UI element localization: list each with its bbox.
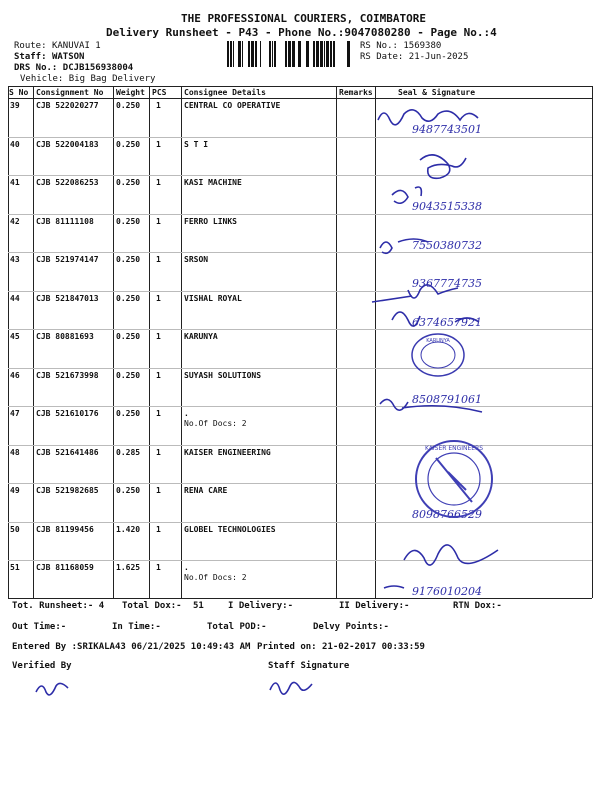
row-consignee: . (184, 409, 189, 418)
row-weight: 0.250 (116, 178, 141, 187)
row-consignee: KASI MACHINE (184, 178, 242, 187)
staff-label: Staff: (14, 52, 47, 62)
rs-no-label: RS No.: (360, 41, 398, 51)
row-weight: 0.250 (116, 139, 141, 149)
staff-value: WATSON (51, 52, 85, 62)
row-handwritten-phone: 8508791061 (412, 392, 482, 406)
signature-stroke (420, 155, 466, 178)
col-header-pcs: PCS (152, 88, 167, 97)
row-sno: 49 (10, 486, 20, 495)
row-pcs: 1 (156, 293, 161, 303)
row-consignment-no: CJB 521982685 (36, 486, 99, 495)
row-weight: 0.250 (116, 332, 141, 341)
row-note: No.Of Docs: 2 (184, 573, 247, 582)
row-consignee: FERRO LINKS (184, 216, 237, 226)
row-pcs: 1 (156, 447, 161, 457)
col-header-consignment: Consignment No (36, 88, 104, 97)
signature-stroke (392, 187, 421, 203)
row-sno: 47 (10, 409, 20, 418)
row-sno: 48 (10, 447, 20, 457)
row-consignment-no: CJB 522020277 (36, 101, 99, 110)
row-sno: 51 (10, 563, 20, 572)
company-title: THE PROFESSIONAL COURIERS, COIMBATORE (181, 12, 427, 25)
row-weight: 0.250 (116, 293, 141, 303)
row-weight: 0.285 (116, 447, 141, 457)
row-pcs: 1 (156, 524, 161, 534)
row-consignee: S T I (184, 139, 209, 149)
row-consignee: CENTRAL CO OPERATIVE (184, 101, 281, 110)
row-weight: 0.250 (116, 486, 141, 495)
row-consignment-no: CJB 521610176 (36, 409, 99, 418)
row-sno: 42 (10, 216, 20, 226)
signature-stroke (380, 239, 428, 253)
row-consignee: SRSON (184, 255, 209, 264)
row-pcs: 1 (156, 216, 161, 226)
row-consignment-no: CJB 522086253 (36, 178, 99, 187)
row-handwritten-phone: 6374657921 (412, 315, 482, 329)
out-time: Out Time:- (12, 622, 67, 632)
drs-value: DCJB156938004 (62, 63, 134, 73)
row-sno: 44 (10, 293, 20, 303)
col-header-weight: Weight (116, 88, 145, 97)
row-weight: 1.420 (116, 524, 141, 534)
verified-by: Verified By (12, 661, 72, 671)
signature-stroke (392, 312, 479, 326)
total-pod: Total POD:- (207, 622, 267, 632)
row-consignee: GLOBEL TECHNOLOGIES (184, 524, 276, 534)
total-dox-value: 51 (193, 601, 204, 611)
row-pcs: 1 (156, 486, 161, 495)
col-header-sno: S No (9, 88, 29, 97)
rs-no-value: 1569380 (403, 41, 442, 51)
row-consignee: KAISER ENGINEERING (184, 447, 271, 457)
row-weight: 0.250 (116, 370, 141, 380)
rs-date-label: RS Date: (360, 52, 404, 62)
signature-stroke (36, 683, 68, 694)
row-weight: 0.250 (116, 409, 141, 418)
row-consignee: SUYASH SOLUTIONS (184, 370, 262, 380)
rtn-dox: RTN Dox:- (453, 601, 502, 611)
table-bottom-border (8, 598, 592, 599)
row-handwritten-phone: 8098766529 (412, 508, 482, 521)
row-handwritten-phone: 9043515338 (412, 200, 482, 213)
row-consignment-no: CJB 80881693 (36, 332, 94, 341)
signature-stroke (378, 110, 478, 125)
kaiser-stamp-text: KAISER ENGINEERS (424, 445, 484, 452)
route-label: Route: (14, 41, 47, 51)
row-pcs: 1 (156, 101, 161, 110)
row-handwritten-phone: 9487743501 (412, 123, 482, 136)
row-note: No.Of Docs: 2 (184, 419, 247, 428)
row-pcs: 1 (156, 139, 161, 149)
in-time: In Time:- (112, 622, 161, 632)
row-pcs: 1 (156, 409, 161, 418)
row-consignee: . (184, 563, 189, 572)
row-sno: 45 (10, 332, 20, 341)
row-weight: 1.625 (116, 563, 141, 572)
signature-stroke (380, 399, 482, 412)
row-consignee: KARUNYA (184, 332, 218, 341)
row-pcs: 1 (156, 255, 161, 264)
row-pcs: 1 (156, 563, 161, 572)
row-pcs: 1 (156, 178, 161, 187)
row-sno: 39 (10, 101, 20, 110)
row-consignment-no: CJB 521673998 (36, 370, 99, 380)
signature-stroke (372, 285, 458, 302)
row-pcs: 1 (156, 332, 161, 341)
signature-stroke (384, 586, 404, 588)
row-consignment-no: CJB 521974147 (36, 255, 99, 264)
signature-stroke (404, 545, 498, 565)
row-sno: 46 (10, 370, 20, 380)
row-sno: 41 (10, 178, 20, 187)
col-header-remarks: Remarks (339, 88, 373, 97)
vehicle-value: Big Bag Delivery (68, 74, 156, 84)
row-sno: 40 (10, 139, 20, 149)
row-sno: 50 (10, 524, 20, 534)
i-delivery: I Delivery:- (228, 601, 294, 611)
staff-signature: Staff Signature (268, 661, 350, 671)
ii-delivery: II Delivery:- (339, 601, 410, 611)
printed-on: Printed on: 21-02-2017 00:33:59 (257, 642, 425, 652)
runsheet-title: Delivery Runsheet - P43 - Phone No.:9047080280 - Page No.:4 (106, 26, 497, 39)
row-sno: 43 (10, 255, 20, 264)
row-consignment-no: CJB 81199456 (36, 524, 94, 534)
row-handwritten-phone: 9367774735 (412, 277, 482, 290)
row-weight: 0.250 (116, 255, 141, 264)
row-consignment-no: CJB 522004183 (36, 139, 99, 149)
signature-stroke (270, 682, 312, 694)
row-handwritten-phone: 9176010204 (412, 585, 482, 598)
row-pcs: 1 (156, 370, 161, 380)
row-weight: 0.250 (116, 101, 141, 110)
tot-runsheet: Tot. Runsheet:- 4 (12, 601, 105, 611)
rs-date-value: 21-Jun-2025 (408, 52, 469, 62)
vehicle-label: Vehicle: (20, 74, 64, 84)
delvy-points: Delvy Points:- (313, 622, 389, 632)
col-header-seal: Seal & Signature (398, 88, 476, 97)
drs-label: DRS No.: (14, 63, 58, 73)
row-consignment-no: CJB 81111108 (36, 216, 94, 226)
row-consignment-no: CJB 521847013 (36, 293, 99, 303)
row-consignee: RENA CARE (184, 486, 228, 495)
entered-by: Entered By :SRIKALA43 06/21/2025 10:49:43 AM (12, 642, 251, 652)
karunya-stamp-text: KARUNYA (426, 338, 450, 344)
row-consignee: VISHAL ROYAL (184, 293, 242, 303)
row-consignment-no: CJB 521641486 (36, 447, 99, 457)
row-weight: 0.250 (116, 216, 141, 226)
total-dox-label: Total Dox:- (122, 601, 182, 611)
route-value: KANUVAI 1 (51, 41, 101, 51)
row-consignment-no: CJB 81168059 (36, 563, 94, 572)
col-header-consignee: Consignee Details (184, 88, 266, 97)
row-handwritten-phone: 7550380732 (412, 238, 482, 252)
